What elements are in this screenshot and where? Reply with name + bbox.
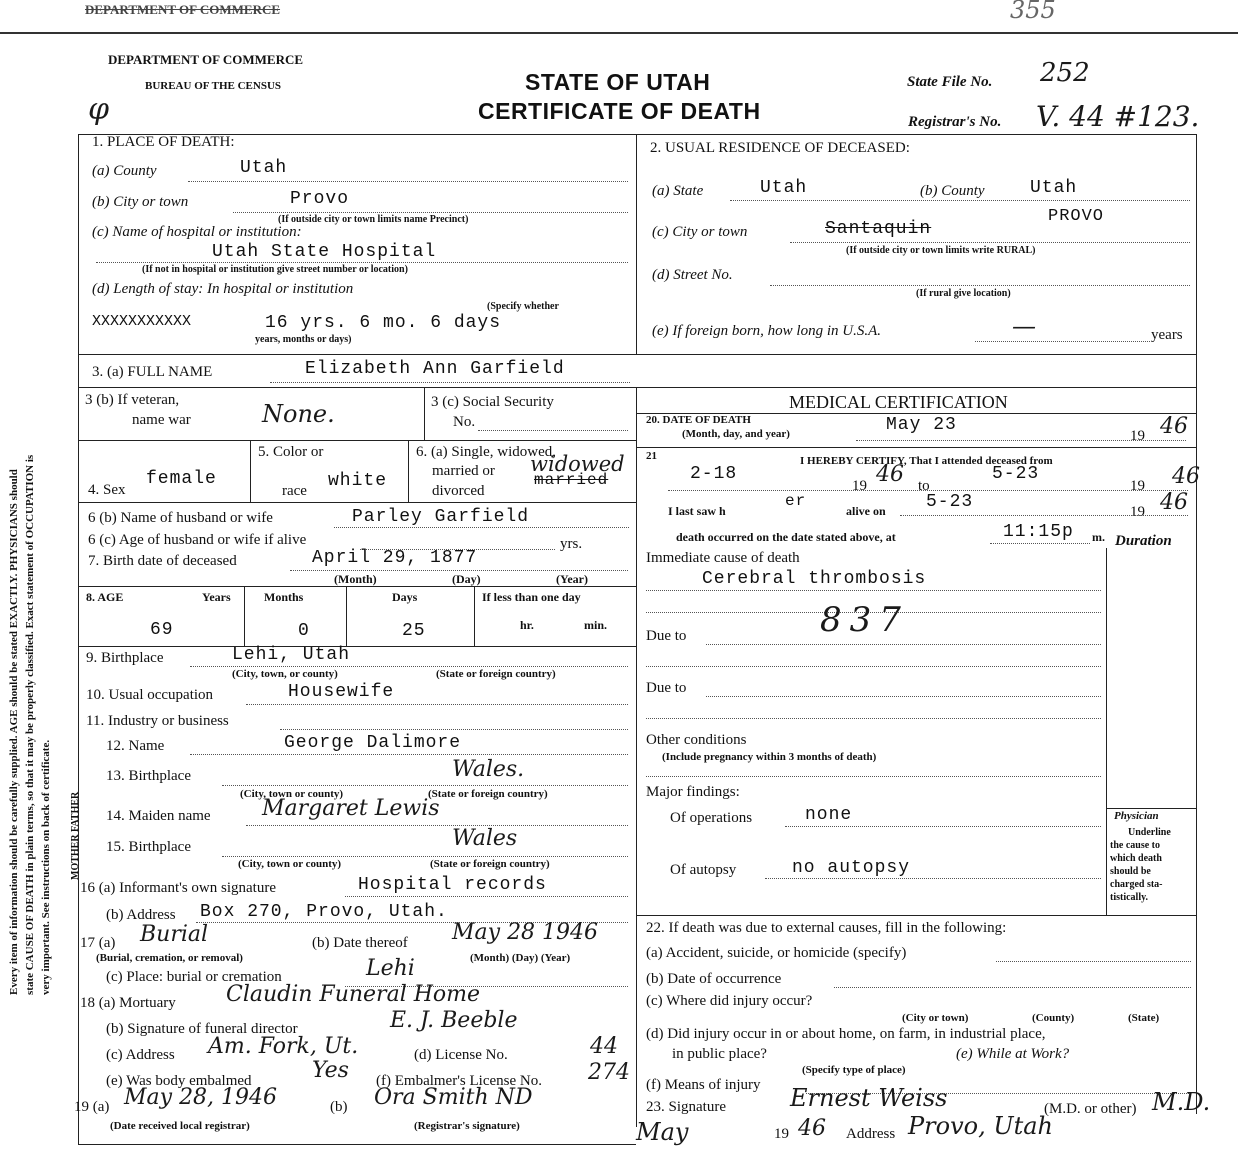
city-label: (b) City or town [92, 194, 189, 210]
parent-side-label: MOTHER FATHER [70, 791, 81, 880]
registrar-date-value: May 28, 1946 [124, 1085, 278, 1110]
marital-label-3: divorced [432, 483, 485, 499]
physician-note-3: the cause to [1110, 840, 1160, 851]
immediate-line [646, 590, 1101, 591]
dod-line [856, 440, 1186, 441]
external-c-note-1: (City or town) [902, 1012, 969, 1024]
signature-address-label: Address [846, 1126, 896, 1142]
mother-bp-note-2: (State or foreign country) [430, 858, 550, 870]
alive-label: alive on [846, 504, 886, 518]
md-label: (M.D. or other) [1044, 1101, 1137, 1117]
res-foreign-value: — [1012, 312, 1036, 340]
frame-right [1196, 134, 1197, 1114]
city-note: (If outside city or town limits name Precinct) [278, 214, 469, 225]
external-b-line [834, 987, 1191, 988]
full-name-value: Elizabeth Ann Garfield [305, 359, 565, 379]
county-line [188, 181, 628, 182]
autopsy-line [765, 878, 1101, 879]
age-years-header: Years [202, 590, 231, 604]
funeral-director-signature: E. J. Beeble [390, 1008, 518, 1033]
mortuary-address-label: (c) Address [106, 1047, 175, 1063]
physician-note-7: tistically. [1110, 892, 1149, 903]
registrar-sig-note: (Registrar's signature) [414, 1120, 520, 1132]
burial-value: Burial [140, 922, 209, 947]
marital-label-2: married or [432, 463, 495, 479]
item-21: 21 [646, 450, 657, 462]
res-years-label: years [1151, 327, 1183, 343]
last-saw-label: I last saw h [668, 504, 726, 518]
physician-note-1: Physician [1114, 810, 1159, 822]
ssn-line [478, 430, 628, 431]
color-divider [408, 440, 409, 502]
external-b: (b) Date of occurrence [646, 971, 782, 987]
city-value: Provo [290, 189, 350, 209]
attended-to: 5-23 [992, 464, 1040, 484]
center-divider-top [636, 134, 637, 354]
registrar-date-note: (Date received local registrar) [110, 1120, 250, 1132]
attended-from-year: 46 [876, 462, 904, 487]
sex-divider [250, 440, 251, 502]
birthplace-line [190, 666, 628, 667]
occupation-label: 10. Usual occupation [86, 687, 214, 703]
res-city-struck: Santaquin [825, 219, 932, 239]
father-birthplace-label: 13. Birthplace [106, 768, 191, 784]
mother-birthplace-value: Wales [452, 826, 518, 851]
spouse-age-yrs: yrs. [560, 536, 583, 552]
mother-name-label: 14. Maiden name [106, 808, 211, 824]
industry-label: 11. Industry or business [86, 713, 229, 729]
external-d-2: in public place? [672, 1046, 767, 1062]
major-findings-label: Major findings: [646, 784, 740, 800]
certificate-title: CERTIFICATE OF DEATH [478, 98, 761, 124]
other-line [646, 776, 1101, 777]
father-birthplace-value: Wales. [452, 757, 525, 782]
operations-label: Of operations [670, 810, 753, 826]
age-months-value: 0 [298, 621, 310, 641]
mother-bp-note-1: (City, town or county) [238, 858, 342, 870]
physician-note-2: Underline [1128, 827, 1171, 838]
res-city-line [790, 242, 1190, 243]
attended-to-19: 19 [1130, 478, 1145, 494]
department-label: DEPARTMENT OF COMMERCE [108, 52, 304, 67]
mother-name-line [246, 825, 628, 826]
due-to-1-label: Due to [646, 628, 687, 644]
industry-line [280, 729, 628, 730]
operations-value: none [805, 805, 853, 825]
due-to-2-label: Due to [646, 680, 687, 696]
dod-19: 19 [1130, 428, 1145, 444]
age-divider-2 [346, 586, 347, 646]
birth-year-note: (Year) [556, 572, 588, 586]
death-time: 11:15p [1003, 522, 1074, 542]
embalmer-license-value: 274 [588, 1060, 630, 1085]
color-label-1: 5. Color or [258, 444, 324, 460]
informant-label: 16 (a) Informant's own signature [80, 880, 276, 896]
other-conditions-label: Other conditions [646, 732, 747, 748]
age-months-header: Months [264, 590, 304, 604]
row-divider-4 [78, 502, 636, 503]
row-divider-1 [78, 354, 1196, 355]
margin-mark: φ [88, 92, 110, 127]
sex-value: female [146, 469, 217, 489]
age-hr: hr. [520, 618, 534, 632]
alive-date: 5-23 [926, 492, 974, 512]
ssn-label-1: 3 (c) Social Security [431, 394, 554, 410]
operations-line [785, 826, 1101, 827]
row-divider-2 [78, 387, 1196, 388]
birthplace-label: 9. Birthplace [86, 650, 164, 666]
registrar-value: V. 44 #123. [1036, 100, 1200, 133]
registrar-b-label: (b) [330, 1099, 348, 1115]
age-label: 8. AGE [86, 590, 124, 604]
burial-date-value: May 28 1946 [452, 920, 599, 945]
due-to-2-line [706, 696, 1101, 697]
age-less-header: If less than one day [482, 590, 581, 604]
dod-note: (Month, day, and year) [682, 428, 790, 440]
residence-heading: 2. USUAL RESIDENCE OF DECEASED: [650, 140, 910, 156]
county-value: Utah [240, 158, 288, 178]
duration-divider [1106, 548, 1107, 915]
place-of-death-heading: 1. PLACE OF DEATH: [92, 134, 235, 150]
age-days-value: 25 [402, 621, 426, 641]
physician-note-6: charged sta- [1110, 879, 1163, 890]
frame-bottom [78, 1144, 636, 1145]
informant-address-value: Box 270, Provo, Utah. [200, 902, 448, 922]
top-strip-title: DEPARTMENT OF COMMERCE [85, 2, 281, 17]
external-d-note: (Specify type of place) [802, 1064, 906, 1076]
physician-signature: Ernest Weiss [790, 1084, 948, 1112]
age-divider-1 [244, 586, 245, 646]
external-e: (e) While at Work? [956, 1046, 1070, 1062]
alive-line [900, 515, 1188, 516]
father-birthplace-line [222, 785, 628, 786]
autopsy-label: Of autopsy [670, 862, 737, 878]
res-city-label: (c) City or town [652, 224, 748, 240]
full-name-label: 3. (a) FULL NAME [92, 364, 213, 380]
mortuary-label: 18 (a) Mortuary [80, 995, 176, 1011]
last-saw-er: er [785, 492, 807, 510]
state-file-value: 252 [1040, 58, 1090, 88]
physician-note-5: should be [1110, 866, 1151, 877]
res-street-label: (d) Street No. [652, 267, 733, 283]
city-line [233, 212, 628, 213]
signature-date-year: 46 [798, 1116, 826, 1141]
physician-divider [1106, 808, 1196, 809]
birth-date-label: 7. Birth date of deceased [88, 553, 237, 569]
embalmed-value: Yes [312, 1058, 349, 1083]
frame-top [78, 134, 1196, 135]
center-divider-bottom [636, 387, 637, 1127]
license-label: (d) License No. [414, 1047, 508, 1063]
other-conditions-note: (Include pregnancy within 3 months of death) [662, 751, 877, 763]
physician-note-4: which death [1110, 853, 1162, 864]
top-border [0, 32, 1238, 34]
veteran-value: None. [262, 400, 335, 428]
embalmer-license-label: (f) Embalmer's License No. [376, 1073, 542, 1089]
autopsy-value: no autopsy [792, 858, 911, 878]
top-strip-number: 355 [1010, 0, 1056, 24]
spouse-line [334, 527, 629, 528]
signature-date-19: 19 [774, 1126, 789, 1142]
res-county-label: (b) County [920, 183, 985, 199]
father-name-line [190, 754, 628, 755]
veteran-label-2: name war [132, 412, 191, 428]
attended-from-19: 19 [852, 478, 867, 494]
age-days-header: Days [392, 590, 418, 604]
due-to-1-line-2 [646, 666, 1101, 667]
ssn-label-2: No. [453, 414, 476, 430]
dod-label: 20. DATE OF DEATH [646, 414, 751, 426]
veteran-divider [424, 387, 425, 440]
mother-birthplace-label: 15. Birthplace [106, 839, 191, 855]
time-line [990, 543, 1090, 544]
side-instruction-3: very important. See instructions on back of certificate. [40, 739, 52, 995]
hospital-note: (If not in hospital or institution give street number or location) [142, 264, 408, 275]
hospital-line [96, 262, 628, 263]
burial-label: 17 (a) [80, 935, 116, 951]
res-county-value: Utah [1030, 178, 1078, 198]
informant-address-label: (b) Address [106, 907, 176, 923]
signature-address-value: Provo, Utah [908, 1112, 1053, 1140]
license-value: 44 [590, 1034, 618, 1059]
age-years-value: 69 [150, 620, 174, 640]
dod-year: 46 [1160, 414, 1188, 439]
res-street-note: (If rural give location) [916, 288, 1011, 299]
full-name-line [270, 382, 630, 383]
due-to-1-value: 837 [820, 600, 909, 640]
external-d-1: (d) Did injury occur in or about home, on farm, in industrial place, [646, 1026, 1046, 1042]
birthplace-note-1: (City, town, or county) [232, 668, 338, 680]
stay-note: years, months or days) [255, 334, 352, 345]
birth-month-note: (Month) [334, 572, 377, 586]
row-divider-3 [78, 440, 636, 441]
burial-place-label: (c) Place: burial or cremation [106, 969, 282, 985]
father-name-value: George Dalimore [284, 733, 462, 753]
father-bp-note-1: (City, town or county) [240, 788, 344, 800]
sex-label: 4. Sex [88, 482, 126, 498]
spouse-label: 6 (b) Name of husband or wife [88, 510, 273, 526]
external-c: (c) Where did injury occur? [646, 993, 813, 1009]
alive-year: 46 [1160, 490, 1188, 515]
stay-specify: (Specify whether [487, 301, 559, 312]
external-c-note-2: (County) [1032, 1012, 1075, 1024]
spouse-age-label: 6 (c) Age of husband or wife if alive [88, 532, 307, 548]
burial-place-value: Lehi [366, 956, 415, 981]
res-city-new: PROVO [1048, 207, 1105, 226]
md-value: M.D. [1152, 1088, 1211, 1116]
occupation-value: Housewife [288, 682, 395, 702]
marital-struck: married [534, 471, 609, 489]
birthplace-note-2: (State or foreign country) [436, 668, 556, 680]
mother-birthplace-line [222, 856, 628, 857]
occupation-line [246, 704, 628, 705]
immediate-cause-value: Cerebral thrombosis [702, 569, 927, 589]
medical-row-line [636, 447, 1196, 448]
registrar-signature: Ora Smith ND [374, 1085, 533, 1110]
father-bp-note-2: (State or foreign country) [428, 788, 548, 800]
res-city-note: (If outside city or town limits write RURAL) [846, 245, 1036, 256]
hospital-label: (c) Name of hospital or institution: [92, 224, 302, 240]
bureau-label: BUREAU OF THE CENSUS [145, 80, 282, 92]
res-state-value: Utah [760, 178, 808, 198]
side-instruction-1: Every item of information should be carefully supplied. AGE should be stated EXACTLY. PHYSICIANS should [8, 469, 20, 995]
informant-line [345, 896, 628, 897]
external-heading: 22. If death was due to external causes, fill in the following: [646, 920, 1007, 936]
death-time-m: m. [1092, 530, 1105, 544]
mortuary-value: Claudin Funeral Home [226, 982, 481, 1007]
age-min: min. [584, 618, 608, 632]
dod-value: May 23 [886, 415, 957, 435]
external-a: (a) Accident, suicide, or homicide (specify) [646, 945, 907, 961]
stay-label: (d) Length of stay: In hospital or institution [92, 281, 354, 297]
res-foreign-label: (e) If foreign born, how long in U.S.A. [652, 323, 882, 339]
side-instruction-2: state CAUSE OF DEATH in plain terms, so that it may be properly classified. Exact statement of OCCUPATION is [24, 454, 36, 995]
burial-date-label: (b) Date thereof [312, 935, 408, 951]
external-f: (f) Means of injury [646, 1077, 761, 1093]
due-to-2-line-2 [646, 718, 1101, 719]
alive-19: 19 [1130, 504, 1145, 520]
birth-date-line [290, 570, 628, 571]
spouse-value: Parley Garfield [352, 507, 530, 527]
certificate-state: STATE OF UTAH [525, 69, 711, 95]
burial-note: (Burial, cremation, or removal) [96, 952, 243, 964]
marital-value: widowed [530, 452, 625, 476]
color-value: white [328, 471, 388, 491]
external-a-line [996, 961, 1191, 962]
birthplace-value: Lehi, Utah [232, 645, 351, 665]
marital-label-1: 6. (a) Single, widowed, [416, 444, 556, 460]
color-label-2: race [282, 483, 307, 499]
attended-to-year: 46 [1172, 464, 1200, 489]
birth-date-value: April 29, 1877 [312, 548, 478, 568]
veteran-label-1: 3 (b) If veteran, [85, 392, 180, 408]
county-label: (a) County [92, 163, 157, 179]
informant-value: Hospital records [358, 875, 547, 895]
signature-date: May [636, 1118, 689, 1146]
signature-23-label: 23. Signature [646, 1099, 726, 1115]
attended-to-label: to [918, 478, 930, 494]
embalmed-label: (e) Was body embalmed [106, 1073, 252, 1089]
due-to-1-line [706, 644, 1101, 645]
certify-text: I HEREBY CERTIFY, That I attended deceased from [800, 455, 1053, 467]
funeral-director-label: (b) Signature of funeral director [106, 1021, 298, 1037]
medical-bottom-divider [636, 915, 1196, 916]
row-divider-6 [78, 646, 636, 647]
hospital-value: Utah State Hospital [212, 242, 437, 262]
occurred-label: death occurred on the date stated above, at [676, 530, 896, 544]
stay-prefix: XXXXXXXXXXX [92, 313, 192, 330]
father-name-label: 12. Name [106, 738, 165, 754]
birth-day-note: (Day) [452, 572, 481, 586]
age-divider-3 [474, 586, 475, 646]
res-street-line [770, 285, 1190, 286]
state-file-label: State File No. [907, 74, 993, 90]
medical-heading: MEDICAL CERTIFICATION [789, 392, 1008, 412]
immediate-cause-label: Immediate cause of death [646, 550, 800, 566]
attended-from: 2-18 [690, 464, 738, 484]
duration-label: Duration [1115, 533, 1172, 549]
res-foreign-line [975, 341, 1150, 342]
mortuary-address-value: Am. Fork, Ut. [208, 1034, 359, 1059]
frame-left [78, 134, 79, 1144]
res-state-label: (a) State [652, 183, 704, 199]
burial-date-note: (Month) (Day) (Year) [470, 952, 571, 964]
registrar-item-label: 19 (a) [74, 1099, 110, 1115]
external-c-note-3: (State) [1128, 1012, 1160, 1024]
registrar-label: Registrar's No. [908, 114, 1002, 130]
mother-name-value: Margaret Lewis [262, 796, 440, 821]
attended-line [668, 490, 1188, 491]
res-state-line [730, 200, 1190, 201]
stay-value: 16 yrs. 6 mo. 6 days [265, 313, 502, 333]
